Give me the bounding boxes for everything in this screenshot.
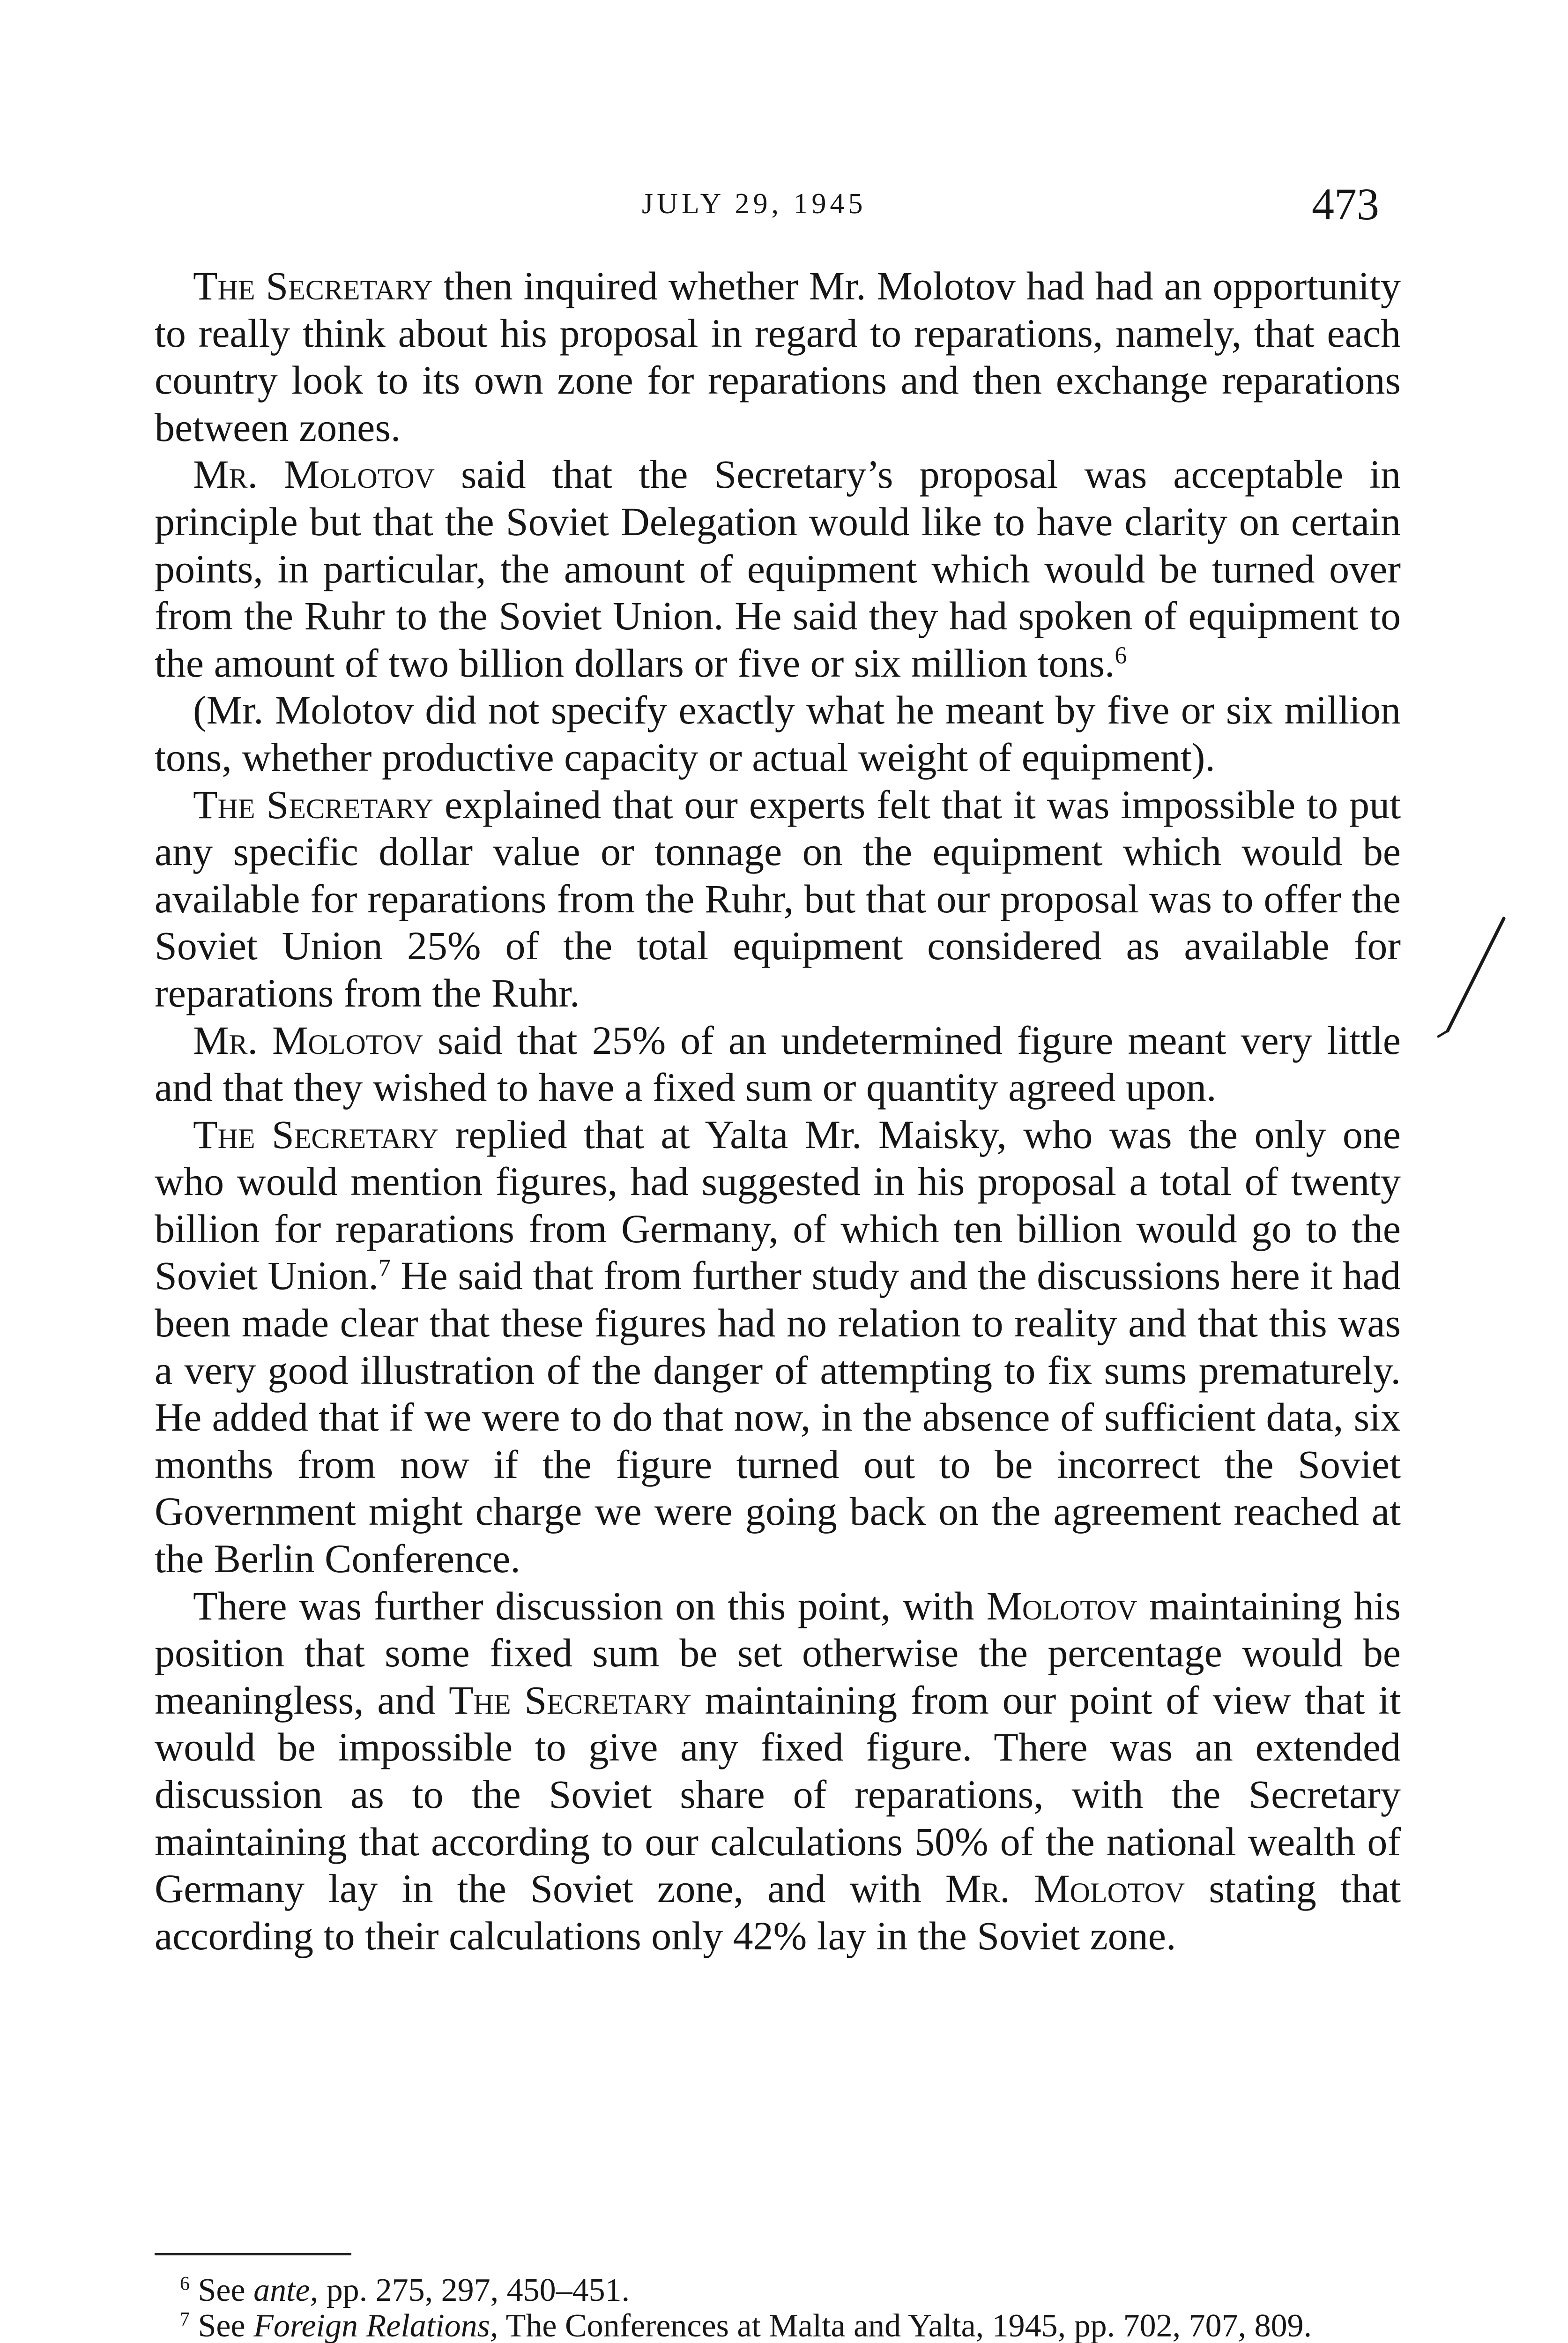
speaker-name: Mr. Molotov <box>945 1866 1185 1911</box>
footnote-text: See <box>190 2308 254 2343</box>
speaker-name: Mr. Molotov <box>193 452 435 497</box>
paragraph-text: said that the Secretary’s proposal was acceptable in principle but that the Soviet Delegation would like to have clarity on certain points, in particular, the amount of equipment which would be turned over from the Ruhr to the Soviet Union. He said they had spoken of equipment to the amount of two billion dollars or five or six million tons. <box>155 452 1401 686</box>
paragraph-text: stating that according to their calculations only 42% lay in the Soviet zone. <box>155 1866 1401 1958</box>
paragraph <box>155 1582 1401 1960</box>
paragraph <box>155 451 1401 686</box>
footnote-italic: Foreign Relations, <box>253 2308 498 2343</box>
paragraph <box>155 686 1401 781</box>
speaker-name: The Secretary <box>193 263 433 308</box>
body-text <box>155 262 1401 1959</box>
paragraph-text: explained that our experts felt that it was impossible to put any specific dollar value or tonnage on the equipment which would be available for reparations from the Ruhr, but that our proposal was to offer the Soviet Union 25% of the total equipment considered as available for reparations from the Ruhr. <box>155 782 1401 1015</box>
speaker-name: Mr. Molotov <box>193 1017 424 1063</box>
paragraph-text: replied that at Yalta Mr. Maisky, who was the only one who would mention figures, had suggested in his proposal a total of twenty billion for reparations from Germany, of which ten billion would go to the Soviet Union. <box>155 1112 1401 1298</box>
paragraph <box>155 1111 1401 1582</box>
footnote-number: 7 <box>180 2308 190 2330</box>
speaker-name: The Secretary <box>193 1112 439 1157</box>
paragraph <box>155 262 1401 451</box>
speaker-name: Molotov <box>986 1583 1137 1628</box>
paragraph-text: He said that from further study and the discussions here it had been made clear that these figures had no relation to reality and that this was a very good illustration of the danger of attempting to fix sums prematurely. He added that if we were to do that now, in the absence of sufficient data, six months from now if the figure turned out to be incorrect the Soviet Government might charge we were going back on the agreement reached at the Berlin Conference. <box>155 1253 1401 1582</box>
paragraph <box>155 781 1401 1017</box>
footnote-reference: 7 <box>378 1255 391 1282</box>
paragraph <box>155 1017 1401 1111</box>
paragraph-text: There was further discussion on this point, with <box>193 1583 987 1628</box>
footnote-text: pp. 275, 297, 450–451. <box>318 2272 630 2308</box>
paragraph-text: maintaining from our point of view that it would be impossible to give any fixed figure. There was an extended discussion as to the Soviet share of reparations, with the Secretary maintaining that according to our calculations 50% of the national wealth of Germany lay in the Soviet zone, and with <box>155 1677 1401 1911</box>
paragraph-text: maintaining his position that some fixed sum be set otherwise the percentage would be meaningless, and <box>155 1583 1401 1723</box>
footnote <box>155 2308 1401 2343</box>
speaker-name: The Secretary <box>449 1677 691 1723</box>
page-number: 473 <box>1312 179 1379 229</box>
paragraph-text: (Mr. Molotov did not specify exactly what he meant by five or six million tons, whether productive capacity or actual weight of equipment). <box>155 687 1401 780</box>
footnotes <box>155 2273 1401 2343</box>
paragraph-text: said that 25% of an undetermined figure meant very little and that they wished to have a fixed sum or quantity agreed upon. <box>155 1017 1401 1110</box>
footnote-italic: ante, <box>253 2272 319 2308</box>
footnote-text: See <box>190 2272 254 2308</box>
footnote-divider <box>155 2253 351 2255</box>
footnote <box>155 2273 1401 2308</box>
footnote-number: 6 <box>180 2273 190 2295</box>
margin-slash-mark <box>1429 914 1523 1045</box>
paragraph-text: then inquired whether Mr. Molotov had had an opportunity to really think about his proposal in regard to reparations, namely, that each country look to its own zone for reparations and then exchange reparations between zones. <box>155 263 1401 450</box>
running-head: JULY 29, 1945 <box>642 188 867 220</box>
footnote-text: The Conferences at Malta and Yalta, 1945, pp. 702, 707, 809. <box>498 2308 1312 2343</box>
speaker-name: The Secretary <box>193 782 433 827</box>
footnote-reference: 6 <box>1115 642 1127 669</box>
